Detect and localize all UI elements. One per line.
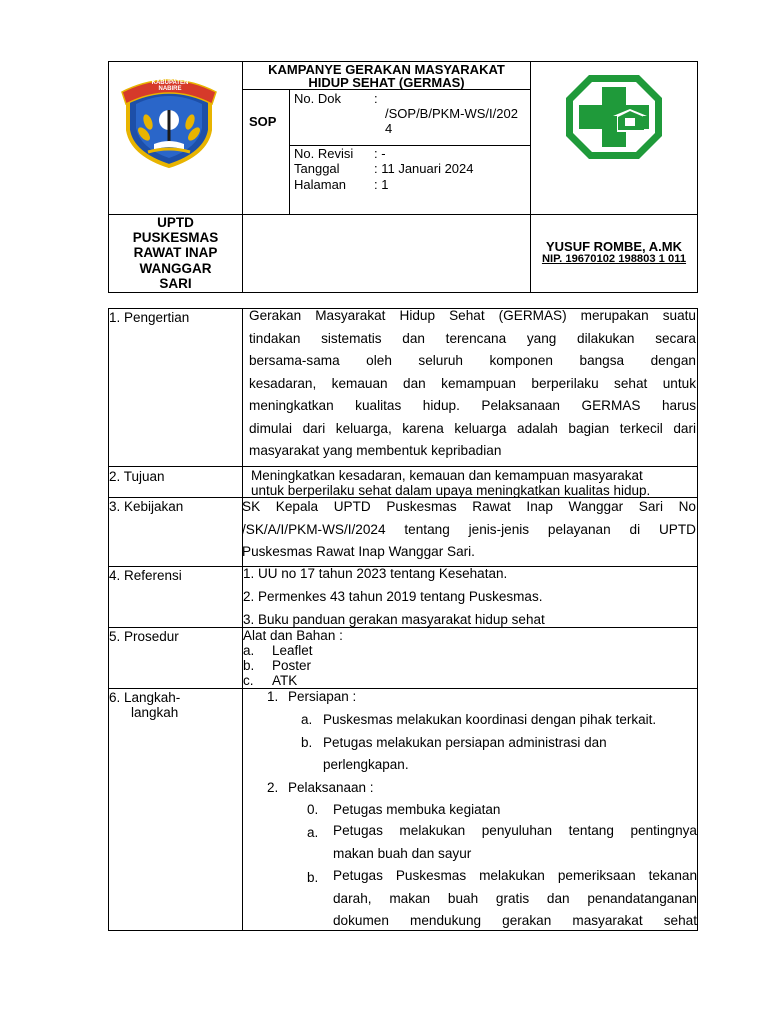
- logo-banner-text: KABUPATEN NABIRE: [151, 80, 189, 92]
- no-dok-value-line1: /SOP/B/PKM-WS/I/202: [385, 106, 518, 121]
- org-line2: PUSKESMAS: [132, 230, 219, 245]
- org-line3: RAWAT INAP: [133, 245, 218, 260]
- pengertian-line: kesadaran, kemauan dan kemampuan berperilaku sehat untuk: [249, 375, 696, 391]
- prosedur-label: 5. Prosedur: [109, 629, 179, 644]
- persiapan-a-marker: a.: [301, 712, 313, 727]
- tujuan-line2: untuk berperilaku sehat dalam upaya meningkatkan kualitas hidup.: [251, 483, 651, 498]
- persiapan-b-line2: perlengkapan.: [323, 757, 409, 772]
- langkah-label-line1: 6. Langkah-: [109, 690, 181, 705]
- persiapan-a-text: Puskesmas melakukan koordinasi dengan pihak terkait.: [323, 712, 657, 727]
- pengertian-line: bersama-sama oleh seluruh komponen bangsa dengan: [249, 353, 696, 368]
- puskesmas-logo: [563, 72, 665, 162]
- referensi-item3: 3. Buku panduan gerakan masyarakat hidup sehat: [243, 612, 545, 627]
- pelaksanaan-a-line: makan buah dan sayur: [333, 845, 472, 861]
- tujuan-line1: Meningkatkan kesadaran, kemauan dan kemampuan masyarakat: [251, 468, 643, 483]
- signer-name: YUSUF ROMBE, A.MK: [545, 239, 683, 254]
- pengertian-line: tindakan sistematis dan terencana yang dilakukan secara: [249, 330, 696, 346]
- persiapan-heading: Persiapan :: [288, 689, 357, 704]
- prosedur-item-text: ATK: [272, 673, 298, 688]
- kebijakan-text: [242, 496, 696, 564]
- pelaksanaan-heading: Pelaksanaan :: [288, 780, 374, 795]
- tanggal-value: : 11 Januari 2024: [374, 161, 474, 176]
- pelaksanaan-a-text: [333, 820, 697, 865]
- prosedur-item-text: Leaflet: [272, 643, 313, 658]
- persiapan-b-line1: Petugas melakukan persiapan administrasi dan: [323, 735, 607, 750]
- pelaksanaan-number: 2.: [267, 780, 279, 795]
- tanggal-label: Tanggal: [294, 161, 340, 176]
- referensi-item1: 1. UU no 17 tahun 2023 tentang Kesehatan.: [243, 566, 508, 581]
- pelaksanaan-a-marker: a.: [307, 825, 319, 840]
- sop-title-line2: HIDUP SEHAT (GERMAS): [308, 75, 465, 90]
- pelaksanaan-b-line: darah, makan buah gratis dan penandatanganan: [333, 890, 697, 906]
- pelaksanaan-b-text: [333, 865, 697, 933]
- prosedur-item-text: Poster: [272, 658, 312, 673]
- prosedur-heading: Alat dan Bahan :: [243, 628, 343, 643]
- pelaksanaan-0-marker: 0.: [307, 802, 319, 817]
- pengertian-line: masyarakat yang membentuk kepribadian: [249, 443, 502, 458]
- halaman-value: : 1: [374, 177, 389, 192]
- kebijakan-label: 3. Kebijakan: [109, 499, 184, 514]
- persiapan-number: 1.: [267, 689, 279, 704]
- sop-title-line1: KAMPANYE GERAKAN MASYARAKAT: [268, 62, 505, 77]
- pengertian-line: dimulai dari keluarga, karena keluarga adalah bagian terkecil dari: [249, 420, 696, 436]
- kebijakan-line: SK Kepala UPTD Puskesmas Rawat Inap Wanggar Sari No: [242, 499, 696, 514]
- no-dok-label: No. Dok: [294, 91, 341, 106]
- tujuan-label: 2. Tujuan: [109, 469, 165, 484]
- pelaksanaan-0-text: Petugas membuka kegiatan: [333, 802, 501, 817]
- prosedur-item-marker: c.: [243, 673, 254, 688]
- no-revisi-label: No. Revisi: [294, 146, 354, 161]
- no-dok-colon: :: [374, 91, 378, 106]
- pengertian-line: meningkatkan kualitas hidup. Pelaksanaan GERMAS harus: [249, 398, 696, 413]
- langkah-label-line2: langkah: [131, 705, 179, 720]
- pelaksanaan-b-line: dokumen mendukung gerakan masyarakat sehat: [333, 913, 697, 928]
- pelaksanaan-b-marker: b.: [307, 870, 319, 885]
- org-line4: WANGGAR: [139, 261, 212, 276]
- prosedur-item-marker: b.: [243, 658, 255, 673]
- no-revisi-value: : -: [374, 146, 386, 161]
- pelaksanaan-b-line: Petugas Puskesmas melakukan pemeriksaan tekanan: [333, 868, 697, 883]
- pengertian-label: 1. Pengertian: [109, 310, 190, 325]
- halaman-label: Halaman: [294, 177, 347, 192]
- pengertian-line: Gerakan Masyarakat Hidup Sehat (GERMAS) merupakan suatu: [249, 308, 696, 323]
- pelaksanaan-a-line: Petugas melakukan penyuluhan tentang pentingnya: [333, 823, 697, 838]
- persiapan-b-marker: b.: [301, 735, 313, 750]
- referensi-item2: 2. Permenkes 43 tahun 2019 tentang Puskesmas.: [243, 589, 543, 604]
- referensi-label: 4. Referensi: [109, 568, 182, 583]
- kebijakan-line: /SK/A/I/PKM-WS/I/2024 tentang jenis-jenis pelayanan di UPTD: [242, 521, 696, 537]
- pengertian-text: [249, 305, 696, 463]
- org-line1: UPTD: [157, 215, 194, 230]
- signer-nip: NIP. 19670102 198803 1 011: [541, 253, 687, 265]
- no-dok-value-line2: 4: [385, 121, 393, 136]
- kebijakan-line: Puskesmas Rawat Inap Wanggar Sari.: [242, 544, 475, 559]
- prosedur-item-marker: a.: [243, 643, 255, 658]
- org-line5: SARI: [159, 276, 192, 291]
- sop-label: SOP: [249, 114, 277, 129]
